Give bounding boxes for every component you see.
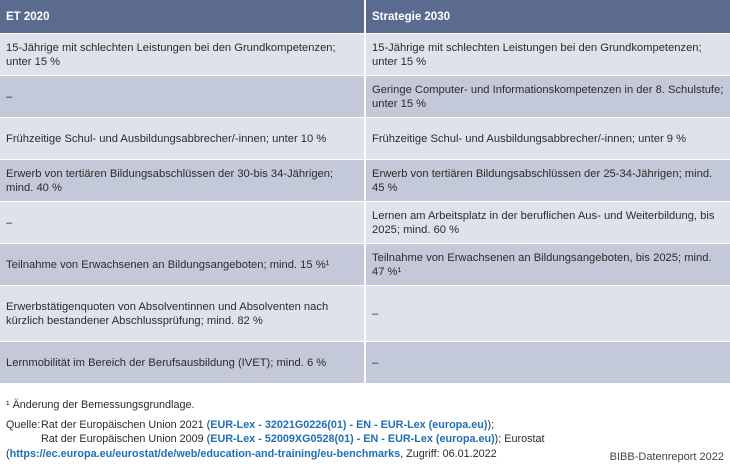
cell-et2020: Teilnahme von Erwachsenen an Bildungsangeboten; mind. 15 %¹ [0, 243, 364, 285]
cell-et2020: – [0, 75, 364, 117]
source-label: Quelle: [6, 419, 41, 432]
source-text: Rat der Europäischen Union 2009 ( [41, 433, 211, 446]
source-body [41, 418, 726, 446]
source-link-eurostat[interactable]: https://ec.europa.eu/eurostat/de/web/education-and-training/eu-benchmarks [9, 447, 401, 460]
source-text: , Zugriff: 06.01.2022 [400, 447, 497, 460]
table-row [0, 243, 730, 285]
cell-strategie2030: 15-Jährige mit schlechten Leistungen bei den Grundkompetenzen; unter 15 % [364, 33, 730, 75]
cell-strategie2030: Teilnahme von Erwachsenen an Bildungsangeboten, bis 2025; mind. 47 %¹ [364, 243, 730, 285]
cell-et2020: Lernmobilität im Bereich der Berufsausbildung (IVET); mind. 6 % [0, 341, 364, 383]
cell-strategie2030: Lernen am Arbeitsplatz in der beruflichen Aus- und Weiterbildung, bis 2025; mind. 60 % [364, 201, 730, 243]
table-row [0, 201, 730, 243]
table-row [0, 75, 730, 117]
footnote: ¹ Änderung der Bemessungsgrundlage. [6, 399, 195, 411]
source-line-2 [41, 432, 726, 446]
table-row [0, 159, 730, 201]
cell-et2020: Frühzeitige Schul- und Ausbildungsabbrecher/-innen; unter 10 % [0, 117, 364, 159]
table-header-row [0, 0, 730, 33]
cell-et2020: 15-Jährige mit schlechten Leistungen bei den Grundkompetenzen; unter 15 % [0, 33, 364, 75]
source-text: ); Eurostat [494, 433, 545, 446]
table-row [0, 33, 730, 75]
source-link-2021[interactable]: EUR-Lex - 32021G0226(01) - EN - EUR-Lex (europa.eu) [210, 419, 488, 432]
cell-strategie2030: Geringe Computer- und Informationskompetenzen in der 8. Schulstufe; unter 15 % [364, 75, 730, 117]
source-line-1 [41, 418, 726, 432]
cell-et2020: Erwerb von tertiären Bildungsabschlüssen der 30-bis 34-Jährigen; mind. 40 % [0, 159, 364, 201]
table-row [0, 117, 730, 159]
header-et2020: ET 2020 [0, 0, 364, 33]
source-block [6, 418, 726, 446]
cell-strategie2030: – [364, 285, 730, 341]
header-strategie2030: Strategie 2030 [364, 0, 730, 33]
table-row [0, 341, 730, 383]
brand-label: BIBB-Datenreport 2022 [609, 451, 724, 463]
cell-strategie2030: – [364, 341, 730, 383]
source-text: Rat der Europäischen Union 2021 ( [41, 419, 211, 432]
cell-strategie2030: Frühzeitige Schul- und Ausbildungsabbrecher/-innen; unter 9 % [364, 117, 730, 159]
cell-et2020: Erwerbstätigenquoten von Absolventinnen und Absolventen nach kürzlich bestandener Abschlussprüfung; mind. 82 % [0, 285, 364, 341]
source-link-2009[interactable]: EUR-Lex - 52009XG0528(01) - EN - EUR-Lex (europa.eu) [210, 433, 495, 446]
cell-strategie2030: Erwerb von tertiären Bildungsabschlüssen der 25-34-Jährigen; mind. 45 % [364, 159, 730, 201]
source-text: ( [6, 447, 10, 460]
table-row [0, 285, 730, 341]
source-text: ); [487, 419, 495, 432]
cell-et2020: – [0, 201, 364, 243]
